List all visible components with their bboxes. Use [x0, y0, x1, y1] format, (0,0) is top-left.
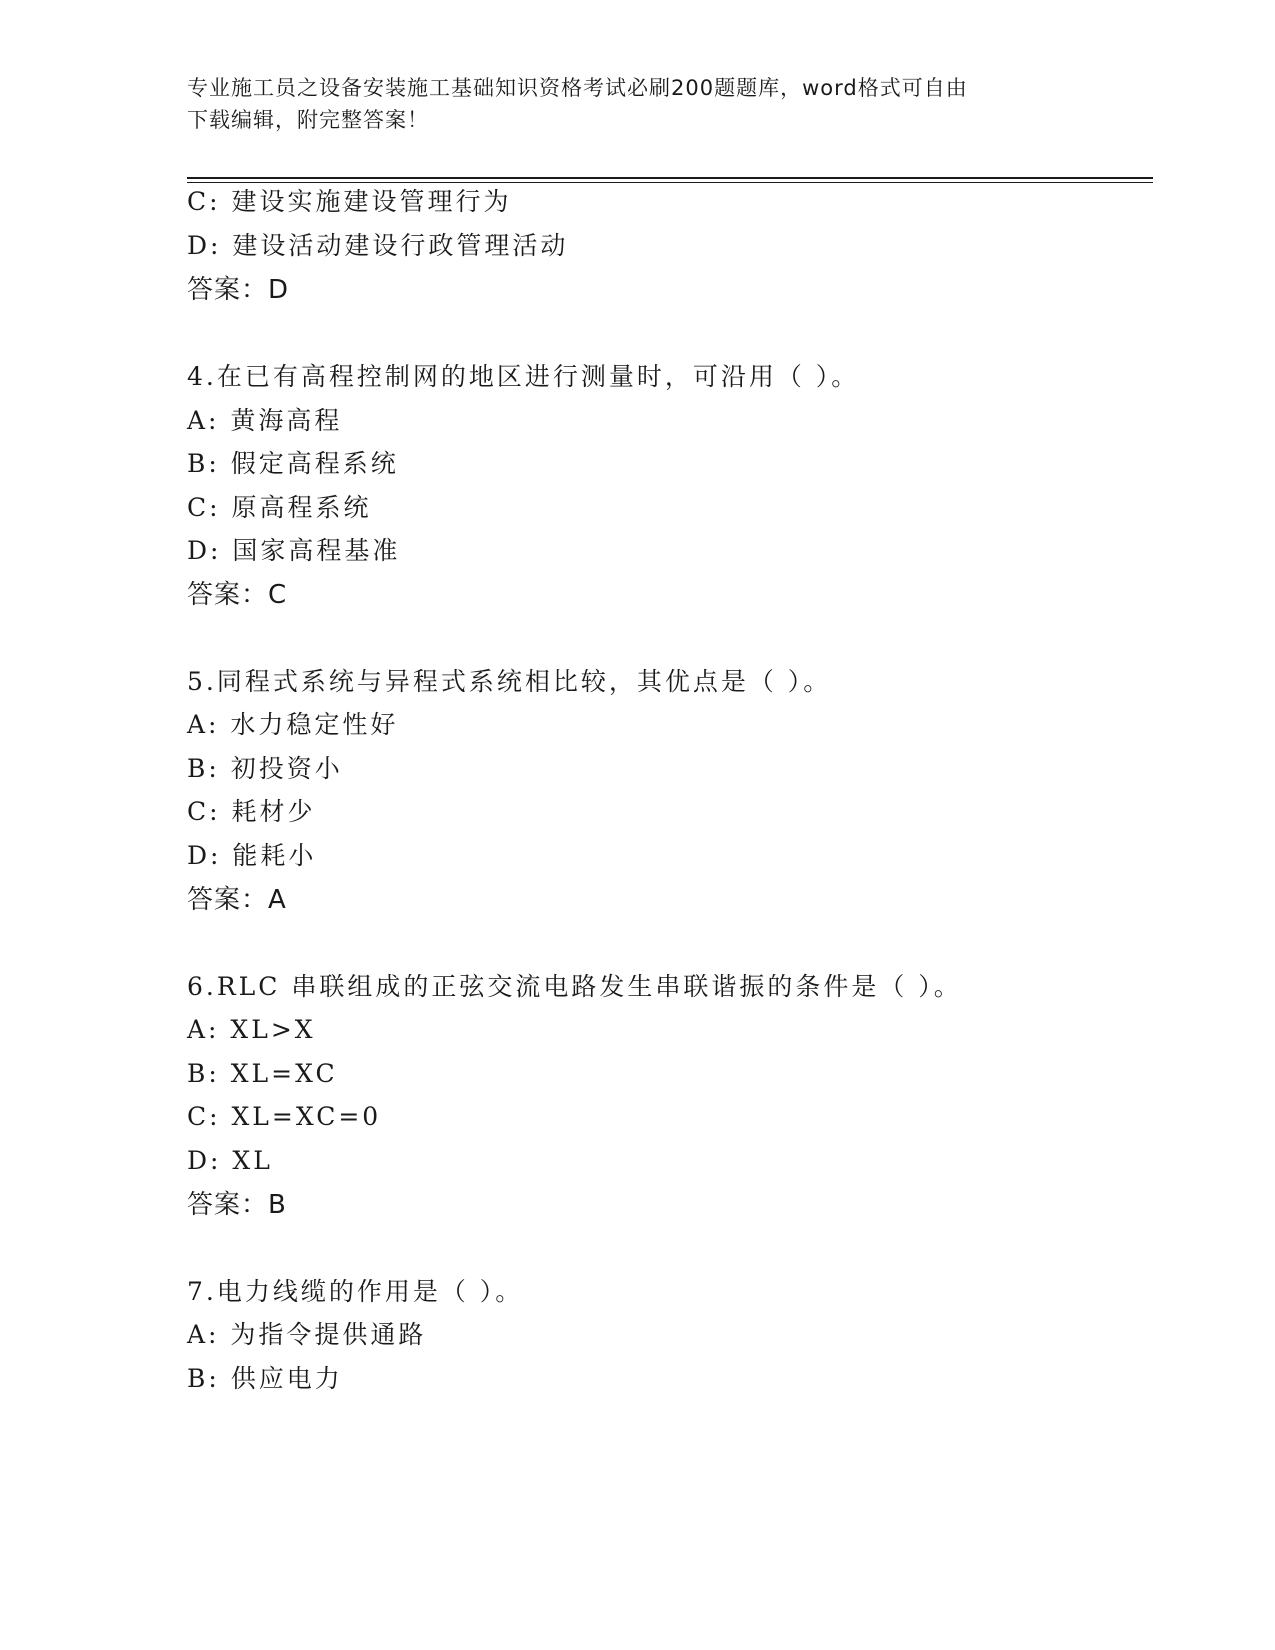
q5-option-d: D: 能耗小	[187, 841, 317, 870]
header-divider-thick	[187, 177, 1153, 179]
header-title-line1: 专业施工员之设备安装施工基础知识资格考试必刷200题题库，word格式可自由	[187, 76, 968, 100]
q6-option-a: A: XL>X	[187, 1015, 316, 1044]
q4-question: 4.在已有高程控制网的地区进行测量时，可沿用（ ）。	[187, 362, 860, 391]
q3-option-d: D: 建设活动建设行政管理活动	[187, 231, 569, 260]
q6-question: 6.RLC 串联组成的正弦交流电路发生串联谐振的条件是（ ）。	[187, 972, 962, 1001]
q6-option-c: C: XL=XC=0	[187, 1102, 382, 1131]
q6-option-b: B: XL=XC	[187, 1059, 338, 1088]
q5-option-c: C: 耗材少	[187, 797, 316, 826]
q6-option-d: D: XL	[187, 1146, 273, 1175]
q4-option-d: D: 国家高程基准	[187, 536, 401, 565]
q4-option-b: B: 假定高程系统	[187, 449, 399, 478]
q4-option-a: A: 黄海高程	[187, 406, 343, 435]
q5-option-a: A: 水力稳定性好	[187, 710, 399, 739]
q7-option-b: B: 供应电力	[187, 1364, 343, 1393]
q5-question: 5.同程式系统与异程式系统相比较，其优点是（ ）。	[187, 667, 832, 696]
q7-option-a: A: 为指令提供通路	[187, 1320, 427, 1349]
q5-option-b: B: 初投资小	[187, 754, 343, 783]
q3-option-c: C: 建设实施建设管理行为	[187, 187, 512, 216]
header-divider-thin	[187, 182, 1153, 183]
q3-answer: 答案：D	[187, 275, 290, 305]
document-header	[187, 72, 1067, 136]
q4-option-c: C: 原高程系统	[187, 493, 372, 522]
header-title-line2: 下载编辑，附完整答案！	[187, 108, 429, 132]
q6-answer: 答案：B	[187, 1190, 287, 1220]
q4-answer: 答案：C	[187, 580, 288, 610]
q5-answer: 答案：A	[187, 885, 287, 915]
q7-question: 7.电力线缆的作用是（ ）。	[187, 1277, 524, 1306]
